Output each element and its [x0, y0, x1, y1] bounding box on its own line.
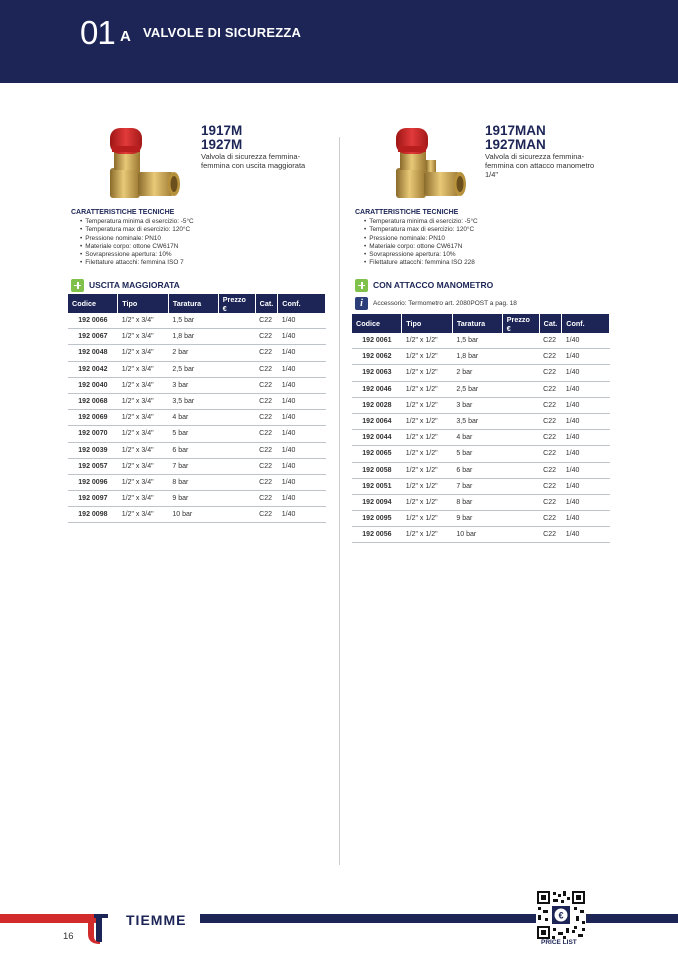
table-cell — [502, 511, 539, 527]
table-cell: C22 — [539, 333, 562, 349]
table-cell — [218, 491, 255, 507]
table-cell: 9 bar — [452, 511, 502, 527]
section-heading — [355, 277, 493, 293]
tech-spec-item: • Materiale corpo: ottone CW617N — [364, 243, 478, 251]
table-cell: C22 — [539, 462, 562, 478]
tech-specs-title: CARATTERISTICHE TECNICHE — [355, 209, 459, 216]
table-cell: 192 0051 — [352, 478, 402, 494]
table-cell: 1/2" x 3/4" — [118, 410, 169, 426]
table-cell: 1/2" x 1/2" — [402, 446, 453, 462]
table-cell — [218, 361, 255, 377]
table-cell: 1/2" x 3/4" — [118, 377, 169, 393]
table-cell: C22 — [255, 474, 278, 490]
plus-icon — [355, 279, 368, 292]
table-cell: 1/2" x 1/2" — [402, 413, 453, 429]
footer-navy-band — [200, 914, 678, 923]
safety-valve-manometer-image — [390, 120, 468, 202]
table-row — [68, 393, 326, 409]
qr-label: PRICE LIST — [541, 939, 577, 946]
price-table — [68, 294, 326, 523]
price-list-qr-code-icon[interactable] — [536, 890, 586, 940]
column-header: Cat. — [255, 294, 278, 313]
table-cell: 3 bar — [452, 397, 502, 413]
table-row — [352, 397, 610, 413]
table-cell — [218, 313, 255, 329]
table-cell: 192 0061 — [352, 333, 402, 349]
table-row — [68, 377, 326, 393]
table-cell: 192 0065 — [352, 446, 402, 462]
table-cell — [218, 442, 255, 458]
tech-specs-list — [80, 218, 194, 268]
table-cell: 8 bar — [452, 494, 502, 510]
table-cell: 1/2" x 3/4" — [118, 361, 169, 377]
tech-spec-item: • Filettature attacchi: femmina ISO 7 — [80, 259, 194, 267]
table-cell: C22 — [539, 413, 562, 429]
table-cell: 1/40 — [562, 494, 610, 510]
table-cell: 192 0040 — [68, 377, 118, 393]
table-cell: 3,5 bar — [452, 413, 502, 429]
table-cell: C22 — [255, 329, 278, 345]
column-header: Tipo — [402, 314, 453, 333]
table-cell: 5 bar — [452, 446, 502, 462]
table-cell: 1/2" x 1/2" — [402, 430, 453, 446]
tech-spec-item: • Filettature attacchi: femmina ISO 228 — [364, 259, 478, 267]
table-cell — [502, 446, 539, 462]
table-cell: 1/2" x 1/2" — [402, 511, 453, 527]
table-cell: 2 bar — [452, 365, 502, 381]
table-cell: 1/40 — [278, 329, 326, 345]
table-cell: 1/2" x 3/4" — [118, 442, 169, 458]
column-header: Prezzo € — [502, 314, 539, 333]
table-row — [352, 333, 610, 349]
table-cell — [502, 494, 539, 510]
info-icon: i — [355, 297, 368, 310]
tech-spec-item: • Temperatura max di esercizio: 120°C — [364, 226, 478, 234]
table-row — [352, 413, 610, 429]
table-row — [352, 446, 610, 462]
table-cell: 192 0064 — [352, 413, 402, 429]
table-cell: 1/2" x 3/4" — [118, 313, 169, 329]
column-header: Taratura — [452, 314, 502, 333]
table-row — [68, 442, 326, 458]
table-cell: 1/40 — [562, 397, 610, 413]
model-code-1: 1917M — [201, 123, 243, 138]
table-row — [68, 491, 326, 507]
table-cell: 1/40 — [278, 474, 326, 490]
table-cell: 192 0028 — [352, 397, 402, 413]
table-cell — [502, 333, 539, 349]
table-cell — [502, 413, 539, 429]
table-cell: 1/40 — [278, 458, 326, 474]
table-cell — [502, 430, 539, 446]
tech-spec-item: • Materiale corpo: ottone CW617N — [80, 243, 194, 251]
tech-spec-item: • Sovrapressione apertura: 10% — [364, 251, 478, 259]
table-cell: 192 0042 — [68, 361, 118, 377]
column-divider — [339, 137, 340, 865]
table-row — [68, 345, 326, 361]
table-cell: 1/2" x 3/4" — [118, 426, 169, 442]
table-cell: 1/40 — [278, 361, 326, 377]
table-cell: 1/2" x 1/2" — [402, 349, 453, 365]
table-cell: 1/40 — [278, 393, 326, 409]
table-cell: 1/40 — [278, 491, 326, 507]
table-cell: 3 bar — [168, 377, 218, 393]
table-cell: C22 — [539, 365, 562, 381]
footer-red-band — [0, 914, 100, 923]
table-cell: 1/2" x 3/4" — [118, 329, 169, 345]
table-row — [352, 462, 610, 478]
table-cell: 192 0070 — [68, 426, 118, 442]
table-cell: 1/40 — [562, 462, 610, 478]
svg-text:€: € — [558, 910, 564, 921]
table-cell: C22 — [255, 491, 278, 507]
table-cell — [218, 329, 255, 345]
table-cell: 1,8 bar — [452, 349, 502, 365]
table-cell: 4 bar — [168, 410, 218, 426]
table-cell — [218, 507, 255, 523]
table-cell: C22 — [255, 410, 278, 426]
table-cell: 192 0058 — [352, 462, 402, 478]
table-cell: C22 — [539, 381, 562, 397]
table-row — [68, 507, 326, 523]
table-cell: 1/40 — [562, 511, 610, 527]
table-cell: 1/2" x 3/4" — [118, 474, 169, 490]
table-cell: 3,5 bar — [168, 393, 218, 409]
table-cell — [502, 381, 539, 397]
table-cell: 1/2" x 1/2" — [402, 381, 453, 397]
table-cell — [502, 478, 539, 494]
table-cell: C22 — [255, 361, 278, 377]
table-row — [352, 527, 610, 543]
table-cell: 1/2" x 1/2" — [402, 494, 453, 510]
table-cell: C22 — [255, 393, 278, 409]
product-description: Valvola di sicurezza femmina-femmina con attacco manometro 1/4" — [485, 152, 595, 179]
table-row — [68, 474, 326, 490]
section-heading — [71, 277, 180, 293]
table-cell: C22 — [539, 527, 562, 543]
column-header: Tipo — [118, 294, 169, 313]
table-row — [68, 458, 326, 474]
table-cell: 1/2" x 3/4" — [118, 491, 169, 507]
table-cell: 2,5 bar — [168, 361, 218, 377]
table-cell: 1/2" x 3/4" — [118, 345, 169, 361]
table-cell: 1/40 — [278, 507, 326, 523]
page-header — [0, 0, 678, 83]
table-cell — [502, 365, 539, 381]
table-cell: C22 — [539, 478, 562, 494]
table-cell — [502, 397, 539, 413]
table-cell: 192 0097 — [68, 491, 118, 507]
table-cell: 1/40 — [562, 446, 610, 462]
table-cell: 1/40 — [562, 365, 610, 381]
section-label: USCITA MAGGIORATA — [89, 280, 180, 290]
table-cell: 192 0066 — [68, 313, 118, 329]
table-cell: 1/40 — [278, 377, 326, 393]
table-cell: 1/2" x 3/4" — [118, 393, 169, 409]
table-row — [68, 426, 326, 442]
table-cell: 1/2" x 1/2" — [402, 333, 453, 349]
plus-icon — [71, 279, 84, 292]
price-table — [352, 314, 610, 543]
table-cell: 1,8 bar — [168, 329, 218, 345]
table-cell: 1/40 — [278, 442, 326, 458]
table-cell: 192 0063 — [352, 365, 402, 381]
table-cell: 192 0096 — [68, 474, 118, 490]
brand-logo-text: TIEMME — [126, 912, 187, 928]
table-cell: C22 — [539, 494, 562, 510]
table-cell: C22 — [539, 511, 562, 527]
table-cell: C22 — [539, 397, 562, 413]
table-cell: 1/40 — [278, 313, 326, 329]
table-cell: C22 — [255, 458, 278, 474]
table-cell: 192 0048 — [68, 345, 118, 361]
table-cell: 1/2" x 1/2" — [402, 462, 453, 478]
table-cell: 1/40 — [562, 478, 610, 494]
table-row — [352, 478, 610, 494]
table-row — [352, 511, 610, 527]
table-cell: C22 — [255, 377, 278, 393]
column-header: Codice — [352, 314, 402, 333]
table-header-row — [68, 294, 326, 313]
table-cell: 192 0039 — [68, 442, 118, 458]
table-cell: 6 bar — [168, 442, 218, 458]
table-cell: 10 bar — [168, 507, 218, 523]
tech-spec-item: • Temperatura minima di esercizio: -5°C — [364, 218, 478, 226]
tech-specs-list — [364, 218, 478, 268]
table-row — [352, 365, 610, 381]
table-cell: 9 bar — [168, 491, 218, 507]
table-cell — [502, 462, 539, 478]
table-row — [68, 329, 326, 345]
table-cell: C22 — [255, 426, 278, 442]
column-header: Prezzo € — [218, 294, 255, 313]
table-cell: 7 bar — [168, 458, 218, 474]
tech-spec-item: • Temperatura max di esercizio: 120°C — [80, 226, 194, 234]
table-row — [68, 410, 326, 426]
table-row — [68, 361, 326, 377]
section-label: CON ATTACCO MANOMETRO — [373, 280, 494, 290]
table-cell — [218, 458, 255, 474]
table-cell: 1,5 bar — [452, 333, 502, 349]
table-cell: C22 — [255, 313, 278, 329]
model-code-2: 1927M — [201, 137, 243, 152]
model-code-2: 1927MAN — [485, 137, 546, 152]
table-row — [352, 349, 610, 365]
table-cell: 6 bar — [452, 462, 502, 478]
table-cell: 192 0068 — [68, 393, 118, 409]
table-cell: 1/2" x 1/2" — [402, 397, 453, 413]
table-cell: 1/40 — [562, 333, 610, 349]
table-cell — [218, 410, 255, 426]
table-cell: 1,5 bar — [168, 313, 218, 329]
table-cell: 192 0067 — [68, 329, 118, 345]
table-cell: 192 0056 — [352, 527, 402, 543]
tiemme-logo-mark-icon — [88, 914, 110, 944]
tech-spec-item: • Pressione nominale: PN10 — [80, 235, 194, 243]
safety-valve-image — [104, 120, 182, 202]
table-cell — [218, 474, 255, 490]
table-cell: 192 0044 — [352, 430, 402, 446]
tech-specs-title: CARATTERISTICHE TECNICHE — [71, 209, 175, 216]
table-cell: C22 — [255, 345, 278, 361]
column-header: Conf. — [278, 294, 326, 313]
table-cell: 2,5 bar — [452, 381, 502, 397]
table-cell: 192 0094 — [352, 494, 402, 510]
tech-spec-item: • Sovrapressione apertura: 10% — [80, 251, 194, 259]
table-cell: 1/40 — [562, 527, 610, 543]
table-cell — [502, 349, 539, 365]
table-row — [352, 381, 610, 397]
table-row — [352, 494, 610, 510]
table-cell: 1/2" x 1/2" — [402, 527, 453, 543]
table-cell: 1/40 — [562, 430, 610, 446]
chapter-number: 01 — [80, 14, 115, 51]
table-cell: 4 bar — [452, 430, 502, 446]
column-header: Codice — [68, 294, 118, 313]
table-row — [68, 313, 326, 329]
table-cell: 7 bar — [452, 478, 502, 494]
table-row — [352, 430, 610, 446]
chapter-letter: A — [120, 28, 131, 45]
column-header: Cat. — [539, 314, 562, 333]
accessory-note — [355, 295, 517, 311]
table-cell: 8 bar — [168, 474, 218, 490]
column-header: Taratura — [168, 294, 218, 313]
product-description: Valvola di sicurezza femmina-femmina con uscita maggiorata — [201, 152, 306, 170]
model-code-1: 1917MAN — [485, 123, 546, 138]
table-cell — [218, 377, 255, 393]
table-cell: 1/2" x 3/4" — [118, 507, 169, 523]
table-cell: 1/40 — [278, 410, 326, 426]
table-cell: 2 bar — [168, 345, 218, 361]
table-cell — [218, 393, 255, 409]
table-header-row — [352, 314, 610, 333]
table-cell: 192 0069 — [68, 410, 118, 426]
tech-spec-item: • Temperatura minima di esercizio: -5°C — [80, 218, 194, 226]
table-cell: 1/40 — [278, 426, 326, 442]
table-cell: 192 0046 — [352, 381, 402, 397]
table-cell: 1/40 — [562, 381, 610, 397]
table-cell: 1/40 — [278, 345, 326, 361]
table-cell: C22 — [539, 446, 562, 462]
table-cell: 1/2" x 1/2" — [402, 365, 453, 381]
table-cell: C22 — [255, 507, 278, 523]
tech-spec-item: • Pressione nominale: PN10 — [364, 235, 478, 243]
table-cell: 192 0062 — [352, 349, 402, 365]
table-cell — [502, 527, 539, 543]
table-cell — [218, 426, 255, 442]
table-cell: 192 0057 — [68, 458, 118, 474]
page-number: 16 — [63, 931, 74, 942]
table-cell: 192 0098 — [68, 507, 118, 523]
table-cell: C22 — [539, 430, 562, 446]
table-cell: 1/2" x 1/2" — [402, 478, 453, 494]
table-cell: C22 — [255, 442, 278, 458]
table-cell: 1/40 — [562, 413, 610, 429]
table-cell: 5 bar — [168, 426, 218, 442]
table-cell: 192 0095 — [352, 511, 402, 527]
table-cell — [218, 345, 255, 361]
table-cell: C22 — [539, 349, 562, 365]
table-cell: 1/40 — [562, 349, 610, 365]
column-header: Conf. — [562, 314, 610, 333]
table-cell: 1/2" x 3/4" — [118, 458, 169, 474]
accessory-note-text: Accessorio: Termometro art. 2080POST a pag. 18 — [373, 299, 517, 307]
table-cell: 10 bar — [452, 527, 502, 543]
chapter-title: VALVOLE DI SICUREZZA — [143, 25, 302, 40]
